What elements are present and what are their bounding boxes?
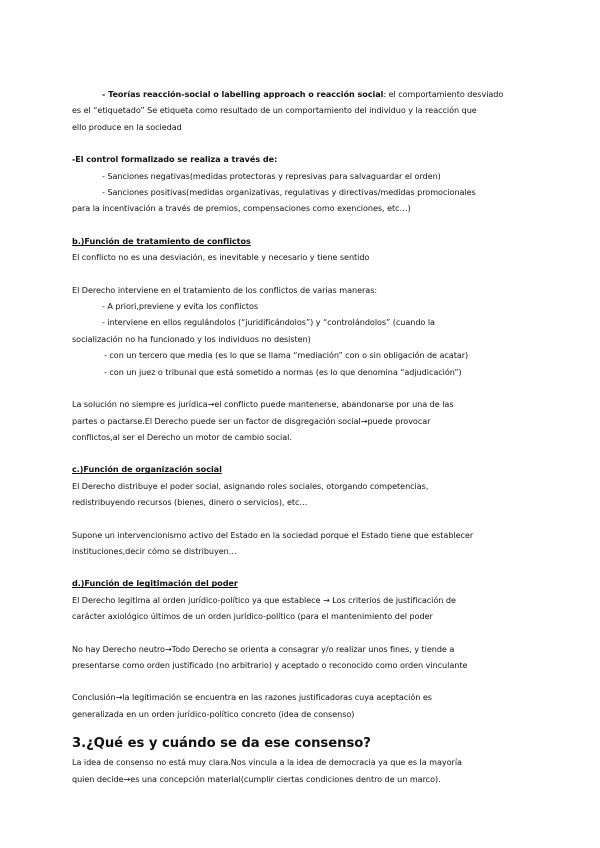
- section-d-conclusion-line2: generalizada en un orden jurídico-político concreto (idea de consenso): [72, 708, 355, 719]
- section-d-line2: carácter axiológico últimos de un orden jurídico-político (para el mantenimiento del poder: [72, 611, 433, 622]
- section-b-solution-line3: conflictos,al ser el Derecho un motor de cambio social.: [72, 431, 292, 442]
- section-b-heading: b.)Función de tratamiento de conflictos: [72, 235, 251, 246]
- section-b-item4: - con un juez o tribunal que está sometido a normas (es lo que denomina “adjudicación”): [104, 366, 462, 377]
- section-b-item2-line2: socialización no ha funcionado y los individuos no desisten): [72, 333, 311, 344]
- section-c-supone-line1: Supone un intervencionismo activo del Estado en la sociedad porque el Estado tiene que establecer: [72, 529, 474, 540]
- section-c-supone-line2: instituciones,decir cómo se distribuyen…: [72, 545, 237, 556]
- section-3-line1: La idea de consenso no está muy clara.Nos vincula a la idea de democracia ya que es la mayoría: [72, 757, 462, 768]
- section-d-conclusion-line1: Conclusión→la legitimación se encuentra en las razones justificadoras cuya aceptación es: [72, 692, 432, 703]
- section-b-item2-line1: - interviene en ellos regulándolos (“juridificándolos”) y “controlándolos” (cuando la: [102, 317, 435, 328]
- control-item-positive-line2: para la incentivación a través de premios, compensaciones como exenciones, etc…): [72, 203, 411, 214]
- control-item-positive-line1: - Sanciones positivas(medidas organizativas, regulativas y directivas/medidas promocionales: [102, 187, 476, 198]
- control-item-negative: - Sanciones negativas(medidas protectoras y represivas para salvaguardar el orden): [102, 170, 441, 181]
- section-b-solution-line2: partes o pactarse.El Derecho puede ser un factor de disgregación social→puede provocar: [72, 415, 431, 426]
- labelling-line3: ello produce en la sociedad: [72, 121, 182, 132]
- section-3-heading: 3.¿Qué es y cuándo se da ese consenso?: [72, 736, 371, 752]
- control-heading: -El control formalizado se realiza a través de:: [72, 154, 278, 165]
- section-b-solution-line1: La solución no siempre es jurídica→el conflicto puede mantenerse, abandonarse por una de las: [72, 399, 454, 410]
- section-d-neutral-line1: No hay Derecho neutro→Todo Derecho se orienta a consagrar y/o realizar unos fines, y tiende a: [72, 643, 455, 654]
- document-body: [72, 86, 532, 787]
- section-b-intro: El Derecho interviene en el tratamiento de los conflictos de varias maneras:: [72, 284, 378, 295]
- section-b-item3: - con un tercero que media (es lo que se llama “mediación” con o sin obligación de acatar): [104, 350, 469, 361]
- labelling-line2: es el “etiquetado” Se etiqueta como resultado de un comportamiento del individuo y la reacción que: [72, 105, 477, 116]
- section-d-neutral-line2: presentarse como orden justificado (no arbitrario) y aceptado o reconocido como orden vinculante: [72, 659, 468, 670]
- section-d-heading: d.)Función de legitimación del poder: [72, 578, 238, 589]
- section-b-line1: El conflicto no es una desviación, es inevitable y necesario y tiene sentido: [72, 252, 370, 263]
- section-3-line2: quien decide→es una concepción material(cumplir ciertas condiciones dentro de un marco).: [72, 773, 441, 784]
- section-c-heading: c.)Función de organización social: [72, 464, 222, 475]
- section-c-line1: El Derecho distribuye el poder social, asignando roles sociales, otorgando competencias,: [72, 480, 429, 491]
- labelling-text: : el comportamiento desviado: [383, 89, 504, 99]
- labelling-title: - Teorías reacción-social o labelling approach o reacción social: [102, 89, 384, 99]
- section-c-line2: redistribuyendo recursos (bienes, dinero o servicios), etc…: [72, 497, 308, 508]
- section-d-line1: El Derecho legitima al orden jurídico-político ya que establece → Los criterios de justificación de: [72, 594, 456, 605]
- section-b-item1: - A priori,previene y evita los conflictos: [102, 301, 259, 312]
- labelling-paragraph-line1: [72, 86, 532, 102]
